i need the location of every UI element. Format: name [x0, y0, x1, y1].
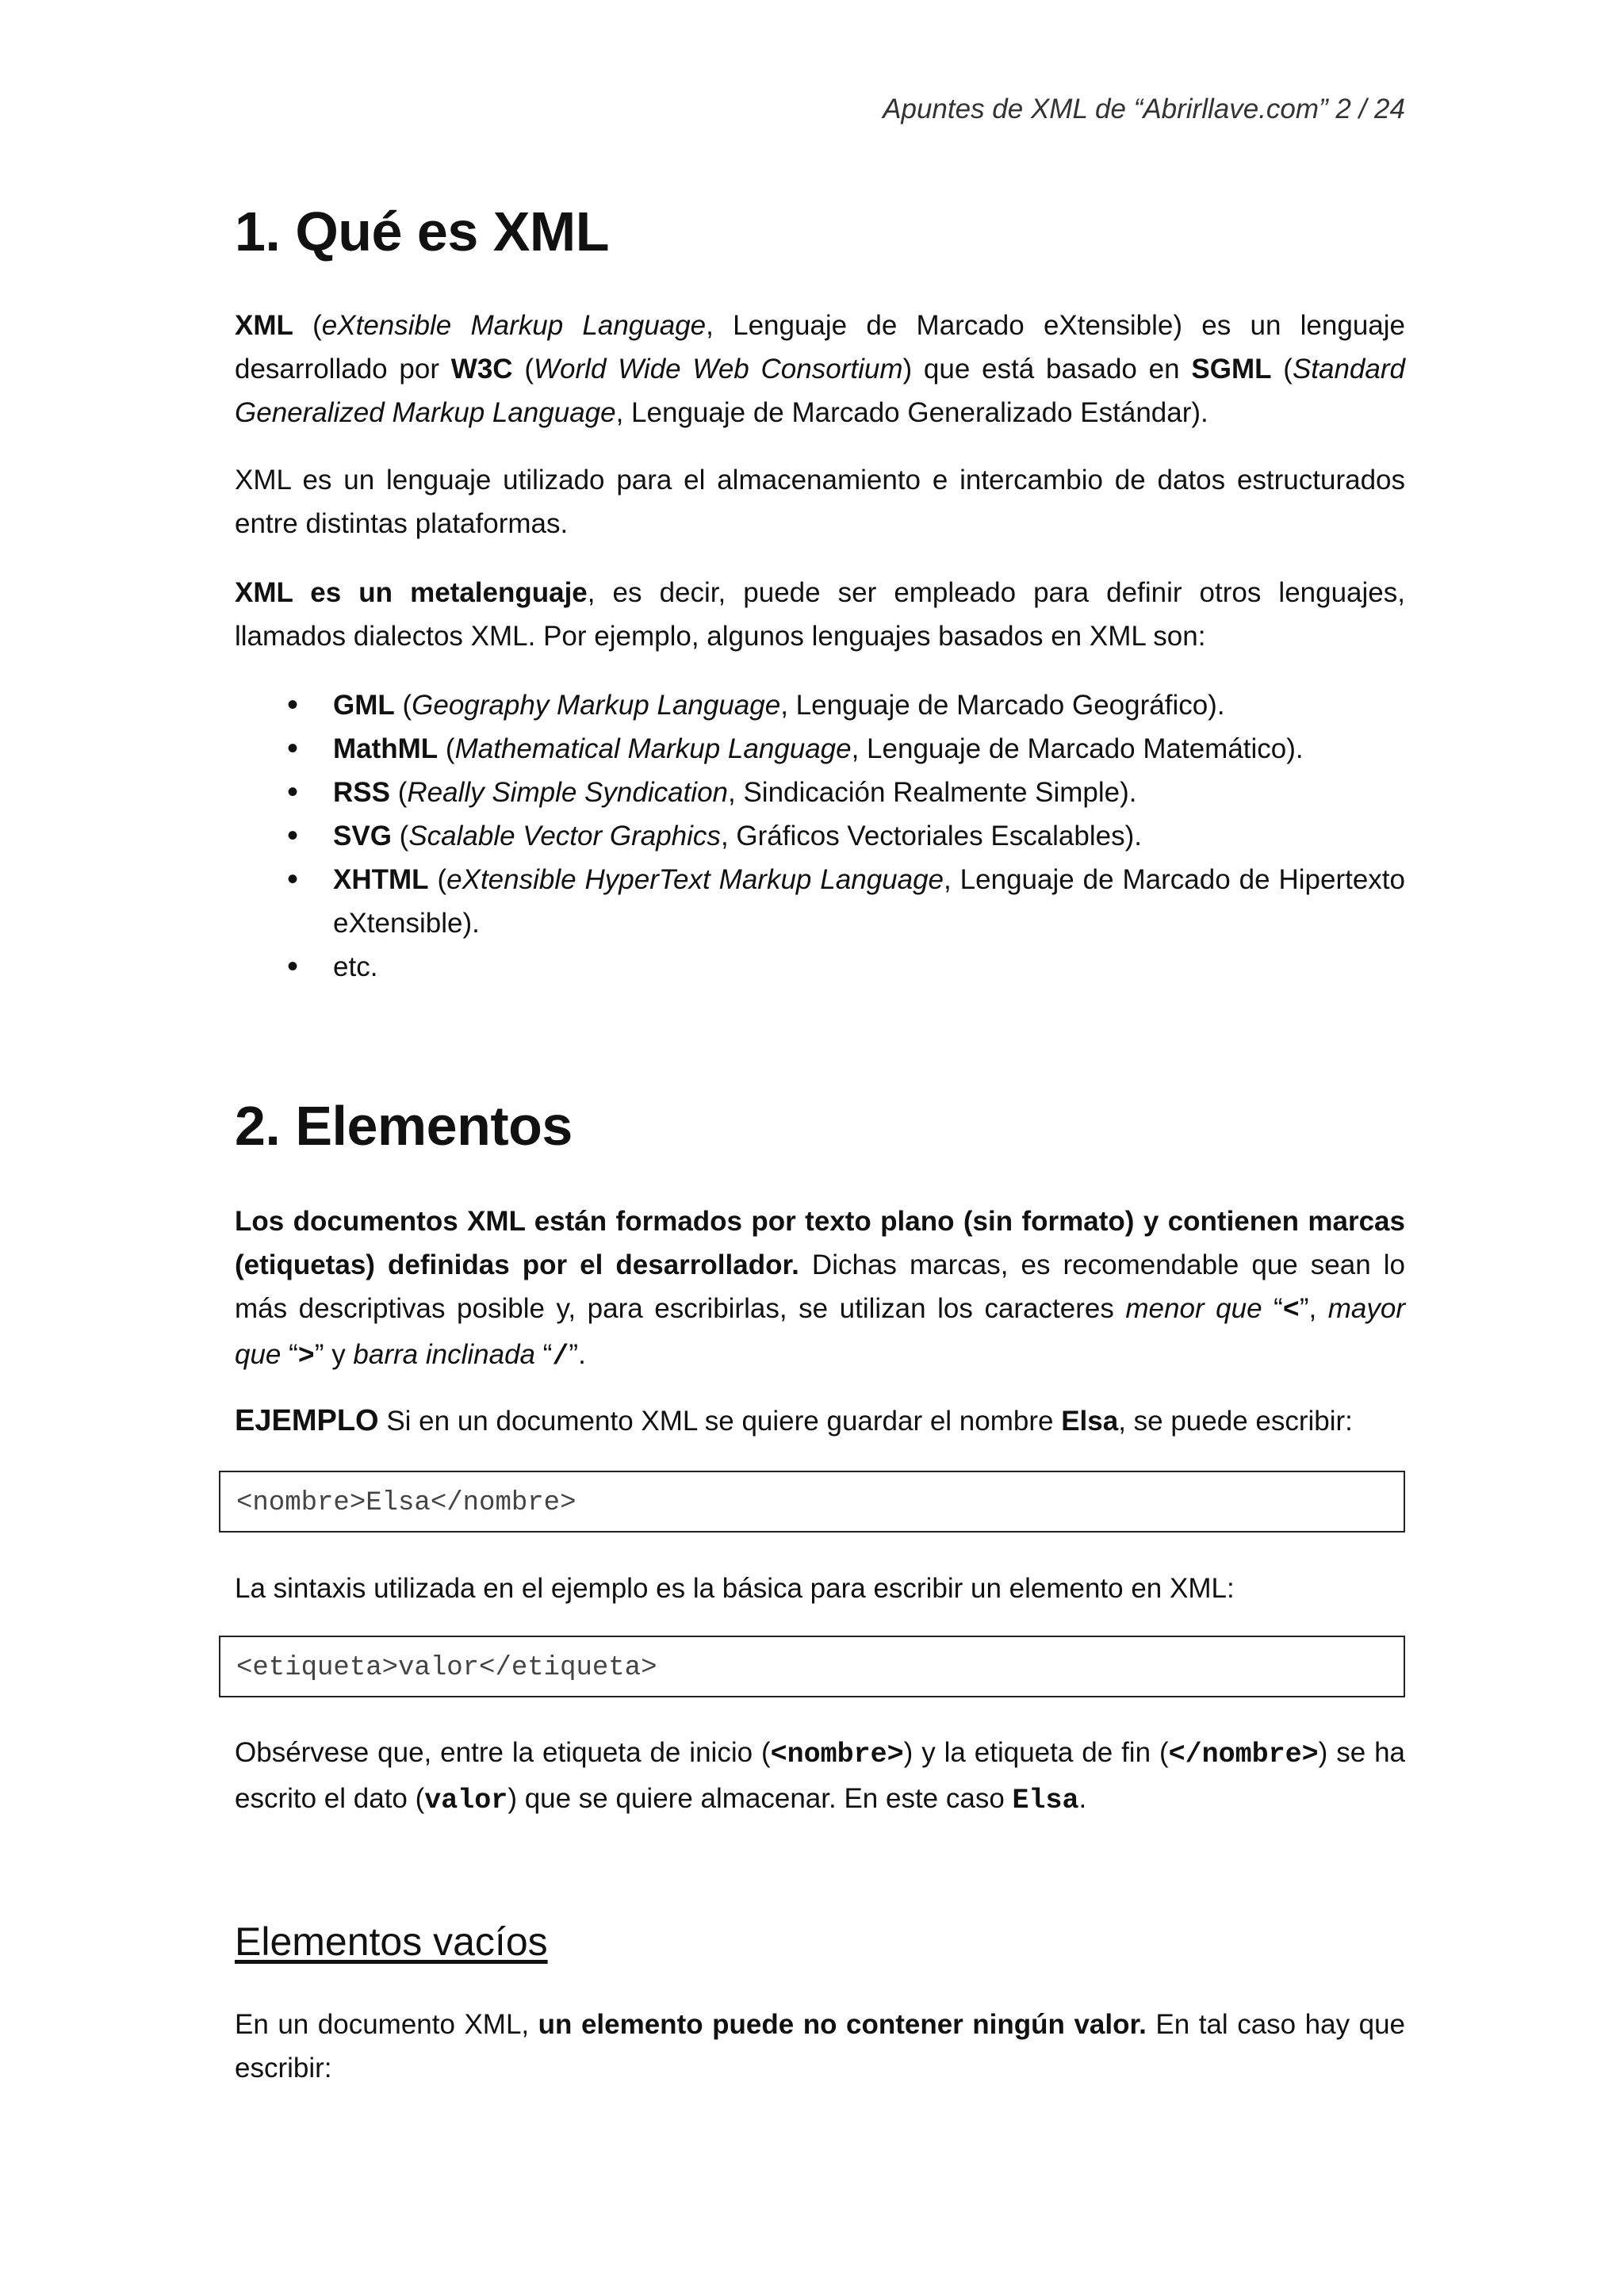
- code-block-1: [219, 1471, 1405, 1533]
- example-label: EJEMPLO: [235, 1404, 379, 1437]
- s1-paragraph-2: XML es un lenguaje utilizado para el almacenamiento e intercambio de datos estructurados entre distintas plataformas.: [235, 465, 1405, 539]
- section-2-title: 2. Elementos: [235, 1095, 573, 1157]
- s2-paragraph-3: Obsérvese que, entre la etiqueta de inicio (<nombre>) y la etiqueta de fin (</nombre>) se ha escrito el dato (valor) que se quiere almacenar. En este caso Elsa.: [235, 1737, 1406, 1816]
- list-item: • XHTML (eXtensible HyperText Markup Language, Lenguaje de Marcado de Hipertexto eXtensible).: [235, 858, 1405, 945]
- subsection-paragraph: En un documento XML, un elemento puede no contener ningún valor. En tal caso hay que escribir:: [235, 2009, 1406, 2084]
- list-item: • GML (Geography Markup Language, Lenguaje de Marcado Geográfico).: [235, 683, 1405, 727]
- list-item: • MathML (Mathematical Markup Language, Lenguaje de Marcado Matemático).: [235, 727, 1405, 771]
- s1-paragraph-1: XML (eXtensible Markup Language, Lenguaje de Marcado eXtensible) es un lenguaje desarrollado por W3C (World Wide Web Consortium) que está basado en SGML (Standard Generalized Markup Language, Lenguaje de Marcado Generalizado Estándar).: [235, 310, 1405, 428]
- list-item: • RSS (Really Simple Syndication, Sindicación Realmente Simple).: [235, 771, 1405, 814]
- code-text: <etiqueta>valor</etiqueta>: [236, 1653, 657, 1683]
- subsection-title: Elementos vacíos: [235, 1919, 548, 1964]
- list-item: • SVG (Scalable Vector Graphics, Gráficos Vectoriales Escalables).: [235, 814, 1405, 858]
- section-1-title: 1. Qué es XML: [235, 201, 609, 262]
- example-paragraph: EJEMPLO Si en un documento XML se quiere guardar el nombre Elsa, se puede escribir:: [235, 1404, 1353, 1437]
- code-block-2: [219, 1636, 1405, 1697]
- s1-paragraph-3: XML es un metalenguaje, es decir, puede ser empleado para definir otros lenguajes, llamados dialectos XML. Por ejemplo, algunos lenguajes basados en XML son:: [235, 577, 1405, 652]
- list-item: • etc.: [235, 945, 1405, 989]
- s2-paragraph-1: Los documentos XML están formados por texto plano (sin formato) y contienen marcas (etiquetas) definidas por el desarrollador. Dichas marcas, es recomendable que sean lo más descriptivas posible y, para escribirlas, se utilizan los caracteres menor que “<”, mayor que “>” y barra inclinada “/”.: [235, 1206, 1406, 1372]
- page-header: Apuntes de XML de “Abrirllave.com” 2 / 24: [883, 94, 1405, 124]
- s2-paragraph-2: La sintaxis utilizada en el ejemplo es la básica para escribir un elemento en XML:: [235, 1573, 1235, 1604]
- code-text: <nombre>Elsa</nombre>: [236, 1488, 576, 1518]
- xml-dialects-list: [235, 683, 1405, 989]
